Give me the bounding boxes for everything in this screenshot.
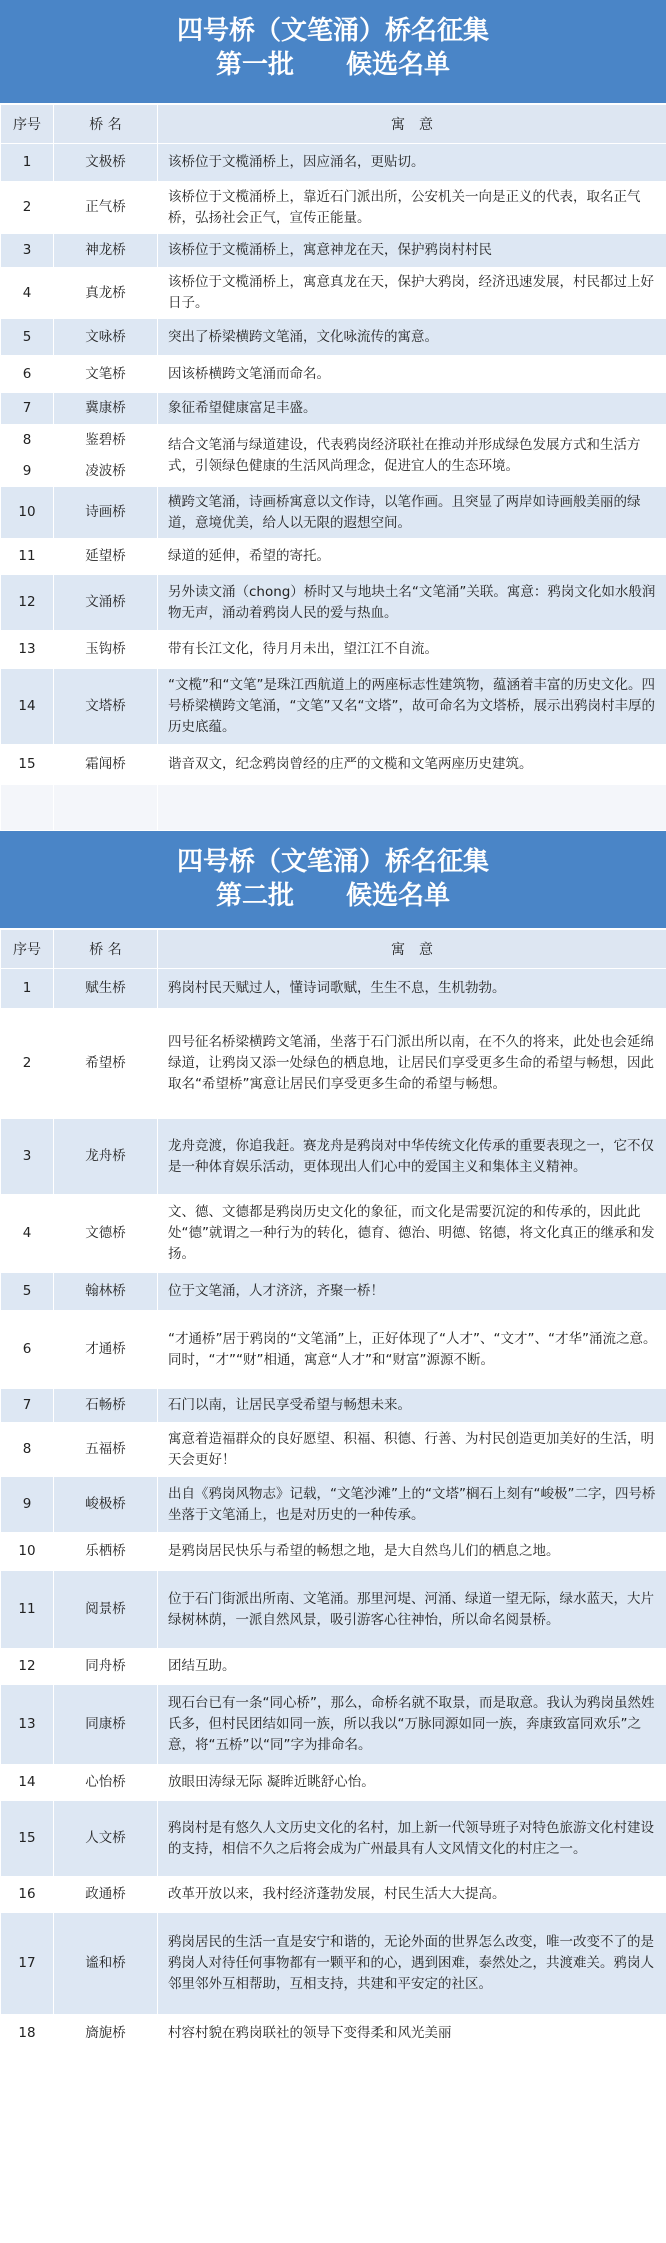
- row-no: 7: [1, 393, 54, 425]
- table-row: [1, 234, 666, 268]
- row-desc: 带有长江文化，待月月未出，望江江不自流。: [158, 631, 666, 669]
- row-name: 霜闻桥: [54, 745, 158, 785]
- row-no: 17: [1, 1913, 54, 2015]
- header-meaning: 寓 意: [158, 930, 666, 969]
- table-row: [1, 425, 666, 456]
- row-desc: 该桥位于文榄涌桥上，寓意神龙在天，保护鸦岗村村民: [158, 234, 666, 268]
- table-row: [1, 182, 666, 234]
- row-name: 峻极桥: [54, 1477, 158, 1533]
- row-name: 同舟桥: [54, 1649, 158, 1685]
- row-desc: 绿道的延伸，希望的寄托。: [158, 539, 666, 575]
- row-no: 9: [1, 456, 54, 487]
- row-no: 10: [1, 1533, 54, 1571]
- row-desc: 突出了桥梁横跨文笔涌，文化咏流传的寓意。: [158, 319, 666, 356]
- first-batch-table: [0, 104, 666, 831]
- row-no: 4: [1, 268, 54, 319]
- row-desc: 该桥位于文榄涌桥上，靠近石门派出所，公安机关一向是正义的代表，取名正气桥，弘扬社会正气，宣传正能量。: [158, 182, 666, 234]
- spacer-cell: [1, 785, 54, 831]
- table-row: [1, 539, 666, 575]
- table-row: [1, 1195, 666, 1273]
- row-no: 5: [1, 1273, 54, 1311]
- table-row: [1, 1423, 666, 1477]
- table-row: [1, 745, 666, 785]
- table-row: [1, 1571, 666, 1649]
- row-no: 14: [1, 669, 54, 745]
- row-no: 4: [1, 1195, 54, 1273]
- row-no: 10: [1, 487, 54, 539]
- row-desc: 寓意着造福群众的良好愿望、积福、积德、行善、为村民创造更加美好的生活，明天会更好！: [158, 1423, 666, 1477]
- row-no: 3: [1, 234, 54, 268]
- row-name: 赋生桥: [54, 969, 158, 1009]
- row-desc: 石门以南，让居民享受希望与畅想未来。: [158, 1389, 666, 1423]
- table-row: [1, 631, 666, 669]
- row-name: 玉钩桥: [54, 631, 158, 669]
- first-batch-title-line1: 四号桥（文笔涌）桥名征集: [176, 16, 489, 46]
- row-no: 8: [1, 1423, 54, 1477]
- row-desc: 另外读文涌（chong）桥时又与地块土名“文笔涌”关联。寓意：鸦岗文化如水般润物无声，涌动着鸦岗人民的爱与热血。: [158, 575, 666, 631]
- row-no: 2: [1, 1009, 54, 1119]
- spacer-cell: [54, 785, 158, 831]
- table-row: [1, 356, 666, 393]
- first-batch-section: [0, 0, 666, 831]
- spacer-cell: [158, 785, 666, 831]
- header-meaning: 寓 意: [158, 105, 666, 144]
- row-no: 1: [1, 144, 54, 182]
- table-row: [1, 1765, 666, 1801]
- first-batch-title-line2: 第一批 候选名单: [215, 50, 450, 80]
- row-name: 神龙桥: [54, 234, 158, 268]
- row-desc: 象征希望健康富足丰盛。: [158, 393, 666, 425]
- row-no: 16: [1, 1877, 54, 1913]
- table-row: [1, 487, 666, 539]
- row-desc: 改革开放以来，我村经济蓬勃发展，村民生活大大提高。: [158, 1877, 666, 1913]
- row-name: 石畅桥: [54, 1389, 158, 1423]
- row-desc: 村容村貌在鸦岗联社的领导下变得柔和风光美丽: [158, 2015, 666, 2053]
- table-row: [1, 1649, 666, 1685]
- row-desc: 放眼田涛绿无际 凝眸近眺舒心怡。: [158, 1765, 666, 1801]
- row-desc: 位于石门街派出所南、文笔涌。那里河堤、河涌、绿道一望无际，绿水蓝天，大片绿树林荫，一派自然风景，吸引游客心往神怡，所以命名阅景桥。: [158, 1571, 666, 1649]
- header-name: 桥 名: [54, 930, 158, 969]
- header-no: 序号: [1, 930, 54, 969]
- row-desc: 位于文笔涌，人才济济，齐聚一桥！: [158, 1273, 666, 1311]
- row-name: 谧和桥: [54, 1913, 158, 2015]
- second-batch-title-line1: 四号桥（文笔涌）桥名征集: [176, 847, 489, 877]
- table-row: [1, 268, 666, 319]
- row-no: 12: [1, 1649, 54, 1685]
- row-no: 15: [1, 1801, 54, 1877]
- table-row: [1, 1311, 666, 1389]
- row-desc: 因该桥横跨文笔涌而命名。: [158, 356, 666, 393]
- row-no: 18: [1, 2015, 54, 2053]
- row-no: 11: [1, 539, 54, 575]
- row-name: 乐栖桥: [54, 1533, 158, 1571]
- row-name: 同康桥: [54, 1685, 158, 1765]
- row-name: 文极桥: [54, 144, 158, 182]
- table-header-row: [1, 930, 666, 969]
- row-name: 龙舟桥: [54, 1119, 158, 1195]
- row-name: 阅景桥: [54, 1571, 158, 1649]
- table-row: [1, 1913, 666, 2015]
- row-no: 5: [1, 319, 54, 356]
- row-name: 鉴碧桥: [54, 425, 158, 456]
- row-name: 凌波桥: [54, 456, 158, 487]
- row-no: 7: [1, 1389, 54, 1423]
- row-name: 真龙桥: [54, 268, 158, 319]
- second-batch-title-line2: 第二批 候选名单: [215, 881, 450, 911]
- row-desc: 出自《鸦岗风物志》记载，“文笔沙滩”上的“文塔”榈石上刻有“峻极”二字，四号桥坐落于文笔涌上，也是对历史的一种传承。: [158, 1477, 666, 1533]
- row-no: 13: [1, 1685, 54, 1765]
- row-name: 文涌桥: [54, 575, 158, 631]
- table-row: [1, 2015, 666, 2053]
- second-batch-table: [0, 929, 666, 2053]
- row-name: 诗画桥: [54, 487, 158, 539]
- row-no: 1: [1, 969, 54, 1009]
- table-row: [1, 1685, 666, 1765]
- row-desc: 鸦岗居民的生活一直是安宁和谐的，无论外面的世界怎么改变，唯一改变不了的是鸦岗人对待任何事物都有一颗平和的心，遇到困难，泰然处之，共渡难关。鸦岗人邻里邻外互相帮助，互相支持，共建和平安定的社区。: [158, 1913, 666, 2015]
- spacer-row: [1, 785, 666, 831]
- table-row: [1, 969, 666, 1009]
- row-desc: 鸦岗村是有悠久人文历史文化的名村，加上新一代领导班子对特色旅游文化村建设的支持，相信不久之后将会成为广州最具有人文风情文化的村庄之一。: [158, 1801, 666, 1877]
- row-no: 6: [1, 356, 54, 393]
- second-batch-title: [0, 831, 666, 929]
- row-desc: 文、德、文德都是鸦岗历史文化的象征，而文化是需要沉淀的和传承的，因此此处“德”就谓之一种行为的转化，德育、德治、明德、铭德，将文化真正的继承和发扬。: [158, 1195, 666, 1273]
- table-row: [1, 1119, 666, 1195]
- table-row: [1, 1533, 666, 1571]
- second-batch-section: [0, 831, 666, 2053]
- table-row: [1, 1877, 666, 1913]
- row-no: 8: [1, 425, 54, 456]
- row-name: 才通桥: [54, 1311, 158, 1389]
- table-row: [1, 393, 666, 425]
- row-desc: 龙舟竞渡，你追我赶。赛龙舟是鸦岗对中华传统文化传承的重要表现之一，它不仅是一种体育娱乐活动，更体现出人们心中的爱国主义和集体主义精神。: [158, 1119, 666, 1195]
- first-batch-title: [0, 0, 666, 104]
- table-row: [1, 669, 666, 745]
- row-name: 文德桥: [54, 1195, 158, 1273]
- header-name: 桥 名: [54, 105, 158, 144]
- table-row: [1, 319, 666, 356]
- row-no: 3: [1, 1119, 54, 1195]
- row-desc: 四号征名桥梁横跨文笔涌，坐落于石门派出所以南，在不久的将来，此处也会延绵绿道，让鸦岗又添一处绿色的栖息地，让居民们享受更多生命的希望与畅想，因此取名“希望桥”寓意让居民们享受更多生命的希望与畅想。: [158, 1009, 666, 1119]
- row-desc: “文榄”和“文笔”是珠江西航道上的两座标志性建筑物，蕴涵着丰富的历史文化。四号桥梁横跨文笔涌，“文笔”又名“文塔”，故可命名为文塔桥，展示出鸦岗村丰厚的历史底蕴。: [158, 669, 666, 745]
- row-name: 延望桥: [54, 539, 158, 575]
- row-no: 2: [1, 182, 54, 234]
- row-desc: 横跨文笔涌，诗画桥寓意以文作诗，以笔作画。且突显了两岸如诗画般美丽的绿道，意境优美，给人以无限的遐想空间。: [158, 487, 666, 539]
- row-name: 文咏桥: [54, 319, 158, 356]
- row-no: 6: [1, 1311, 54, 1389]
- table-row: [1, 1389, 666, 1423]
- row-name: 正气桥: [54, 182, 158, 234]
- row-no: 15: [1, 745, 54, 785]
- row-name: 五福桥: [54, 1423, 158, 1477]
- row-name: 政通桥: [54, 1877, 158, 1913]
- row-desc: 是鸦岗居民快乐与希望的畅想之地，是大自然鸟儿们的栖息之地。: [158, 1533, 666, 1571]
- row-name: 心怡桥: [54, 1765, 158, 1801]
- row-desc: 该桥位于文榄涌桥上，因应涌名，更贴切。: [158, 144, 666, 182]
- row-no: 13: [1, 631, 54, 669]
- table-row: [1, 575, 666, 631]
- row-name: 冀康桥: [54, 393, 158, 425]
- row-desc: 鸦岗村民天赋过人，懂诗词歌赋，生生不息，生机勃勃。: [158, 969, 666, 1009]
- row-no: 11: [1, 1571, 54, 1649]
- row-desc: 团结互助。: [158, 1649, 666, 1685]
- row-desc: 现石台已有一条“同心桥”，那么，命桥名就不取景，而是取意。我认为鸦岗虽然姓氏多，但村民团结如同一族，所以我以“万脉同源如同一族，奔康致富同欢乐”之意，将“五桥”以“同”字为排命名。: [158, 1685, 666, 1765]
- table-header-row: [1, 105, 666, 144]
- table-row: [1, 1801, 666, 1877]
- table-row: [1, 1009, 666, 1119]
- row-name: 旖旎桥: [54, 2015, 158, 2053]
- table-row: [1, 1477, 666, 1533]
- row-desc: 谐音双文，纪念鸦岗曾经的庄严的文榄和文笔两座历史建筑。: [158, 745, 666, 785]
- table-row: [1, 1273, 666, 1311]
- row-no: 14: [1, 1765, 54, 1801]
- row-name: 希望桥: [54, 1009, 158, 1119]
- row-no: 12: [1, 575, 54, 631]
- row-desc: 该桥位于文榄涌桥上，寓意真龙在天，保护大鸦岗，经济迅速发展，村民都过上好日子。: [158, 268, 666, 319]
- table-row: [1, 144, 666, 182]
- row-no: 9: [1, 1477, 54, 1533]
- row-name: 文塔桥: [54, 669, 158, 745]
- row-desc: 结合文笔涌与绿道建设，代表鸦岗经济联社在推动并形成绿色发展方式和生活方式，引领绿色健康的生活风尚理念，促进宜人的生态环境。: [158, 425, 666, 487]
- row-name: 文笔桥: [54, 356, 158, 393]
- header-no: 序号: [1, 105, 54, 144]
- row-name: 人文桥: [54, 1801, 158, 1877]
- row-name: 翰林桥: [54, 1273, 158, 1311]
- row-desc: “才通桥”居于鸦岗的“文笔涌”上，正好体现了“人才”、“文才”、“才华”涌流之意。同时，“才”“财”相通，寓意“人才”和“财富”源源不断。: [158, 1311, 666, 1389]
